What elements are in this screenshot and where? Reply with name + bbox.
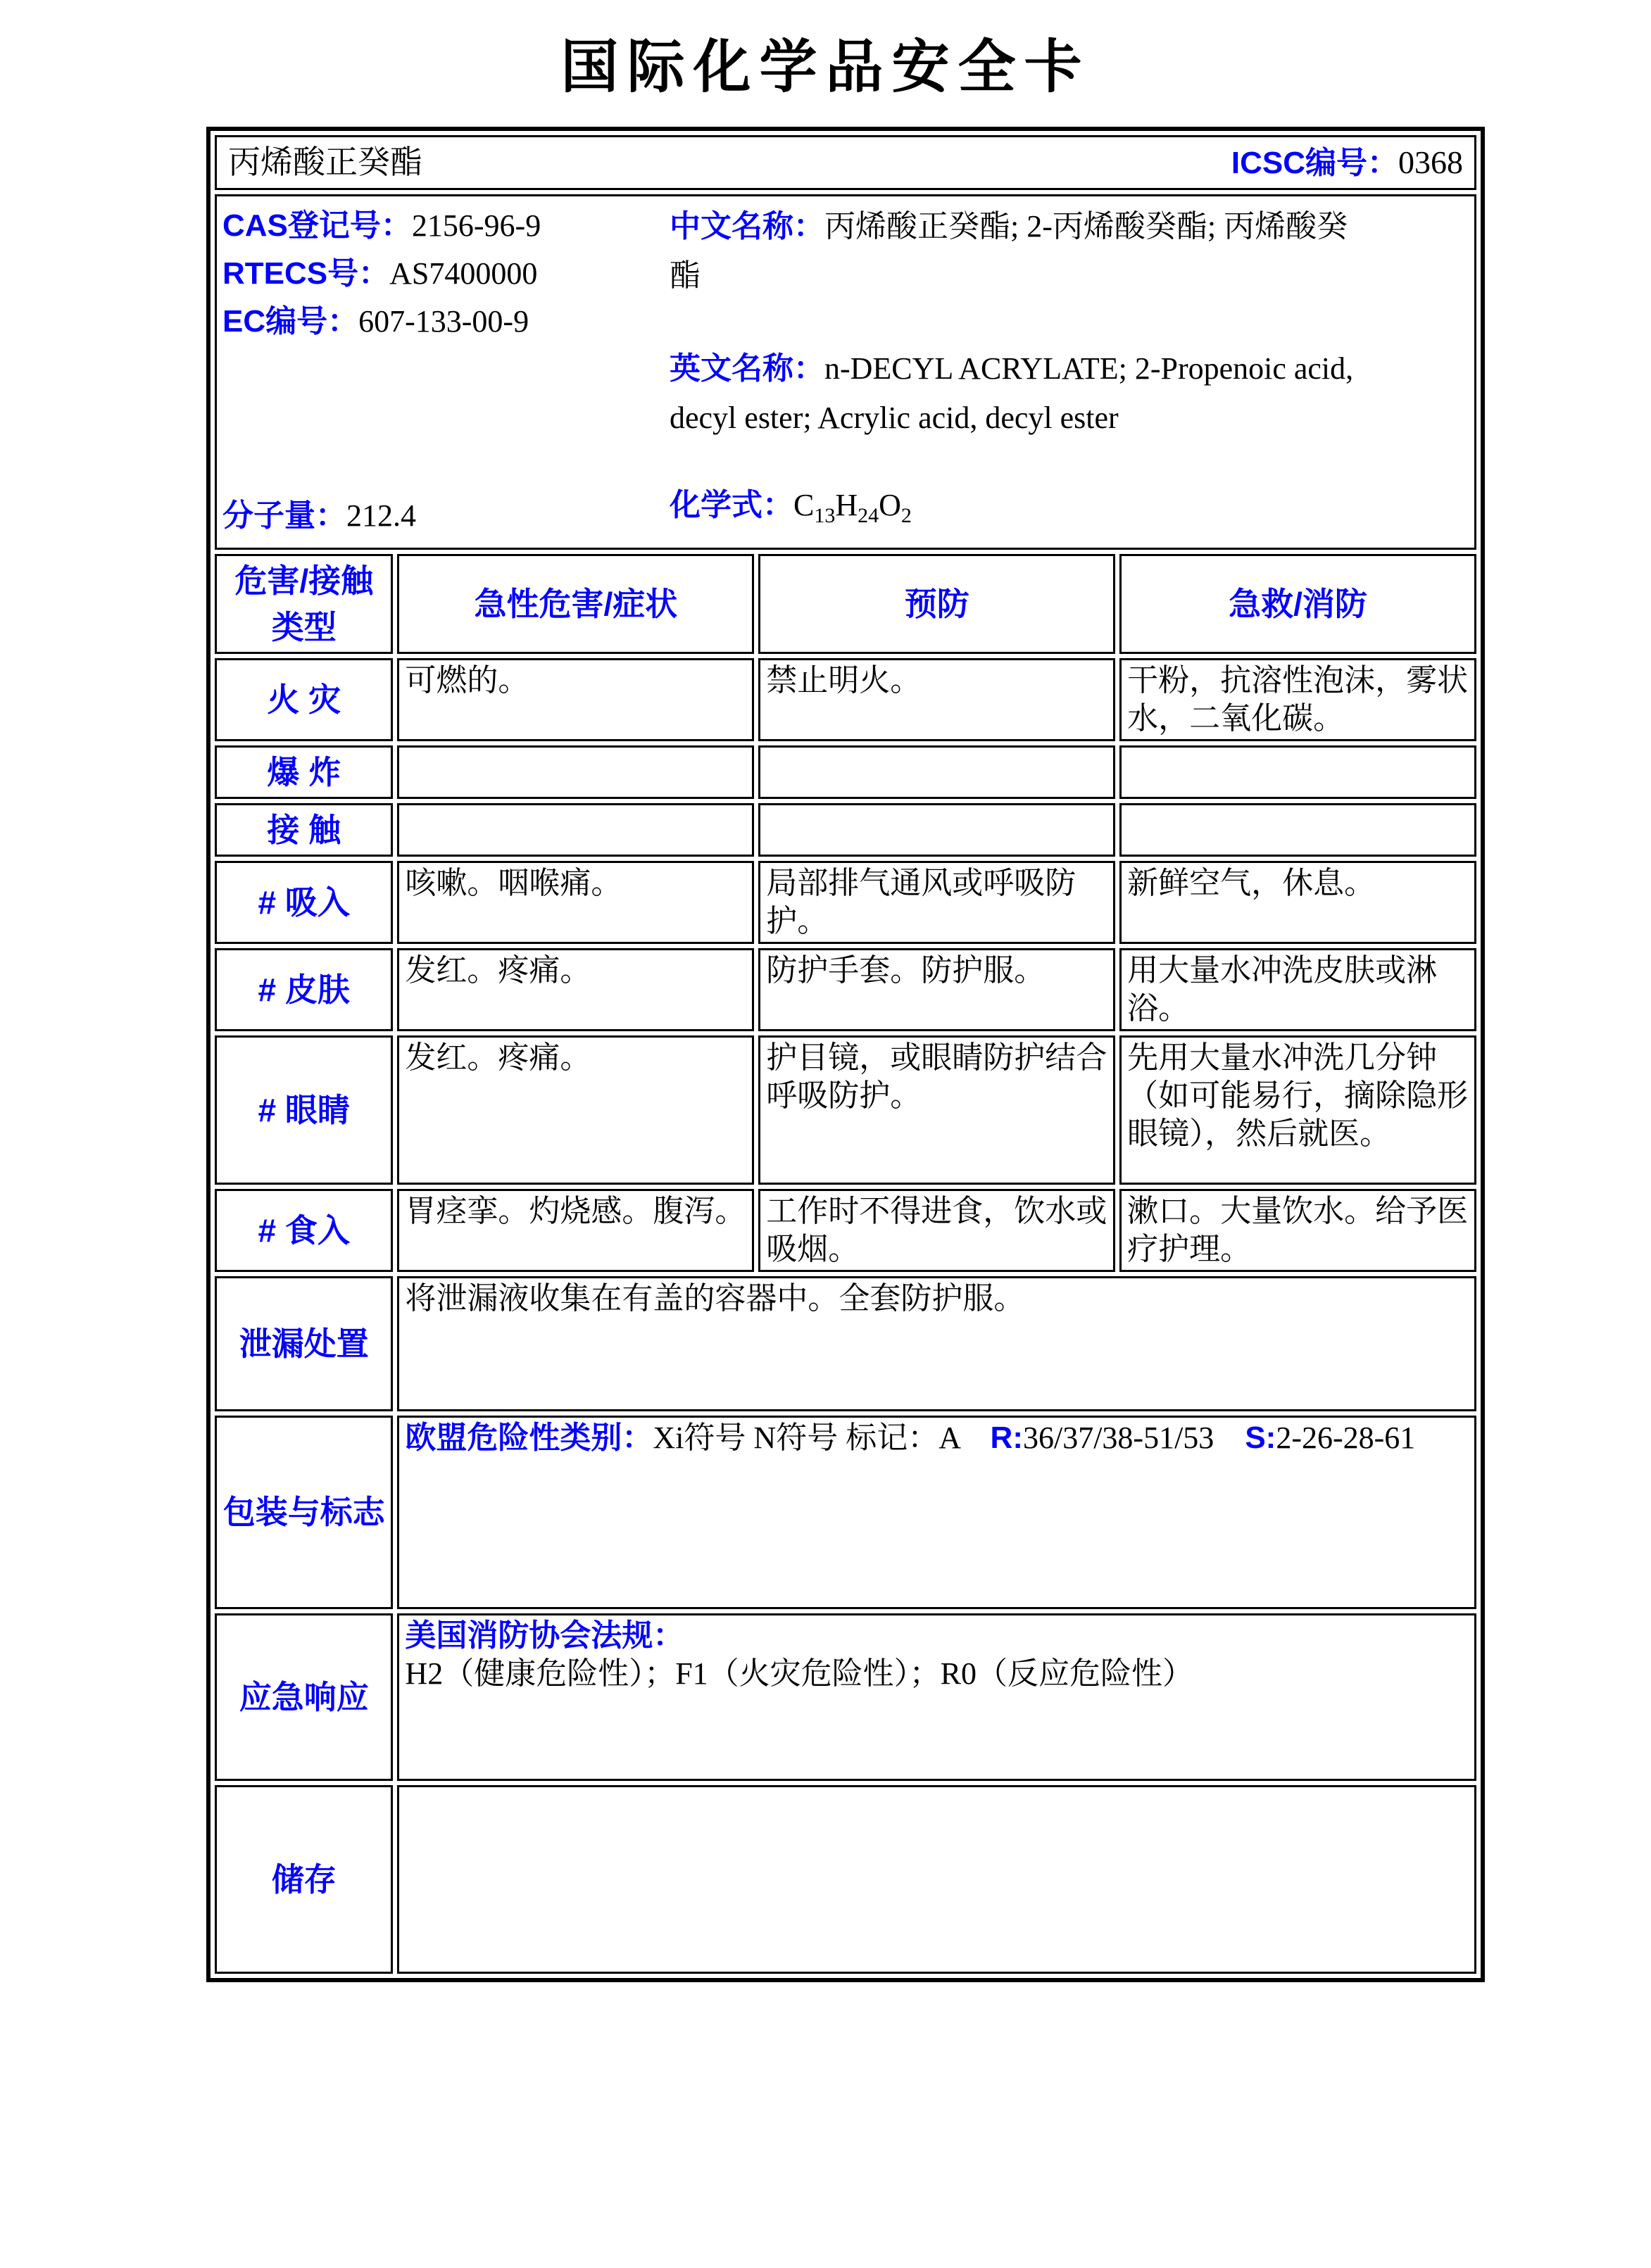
row-spill-disposal-label: 泄漏处置 (215, 1276, 393, 1411)
row-skin-response: 用大量水冲洗皮肤或淋浴。 (1119, 948, 1476, 1031)
rtecs-number-value: AS7400000 (389, 256, 538, 291)
row-skin-symptoms: 发红。疼痛。 (397, 948, 754, 1031)
row-exposure-response (1119, 803, 1476, 857)
row-explosion-prevention (758, 745, 1115, 799)
icsc-number-value: 0368 (1398, 144, 1463, 180)
row-inhalation-prevention: 局部排气通风或呼吸防护。 (758, 861, 1115, 944)
english-name-value: n-DECYL ACRYLATE; 2-Propenoic acid, decyl ester; Acrylic acid, decyl ester (670, 351, 1354, 435)
chinese-name-value: 丙烯酸正癸酯; 2-丙烯酸癸酯; 丙烯酸癸酯 (670, 209, 1348, 293)
row-packaging-labeling-label: 包装与标志 (215, 1416, 393, 1609)
row-eyes-symptoms: 发红。疼痛。 (397, 1035, 754, 1185)
row-explosion-response (1119, 745, 1476, 799)
row-storage-content (397, 1785, 1476, 1974)
icsc-number-group (1231, 144, 1463, 182)
page-title: 国际化学品安全卡 (560, 35, 1091, 99)
row-exposure (215, 803, 1476, 857)
row-packaging-labeling-content: 欧盟危险性类别：Xi符号 N符号 标记：A R:36/37/38-51/53 S:2-26-28-61 (397, 1416, 1476, 1609)
english-name-line: 英文名称：n-DECYL ACRYLATE; 2-Propenoic acid, decyl ester; Acrylic acid, decyl ester (670, 351, 1354, 435)
chinese-name-line: 中文名称：丙烯酸正癸酯; 2-丙烯酸癸酯; 丙烯酸癸酯 (670, 209, 1348, 293)
row-eyes (215, 1035, 1476, 1185)
rtecs-number-line: RTECS号：AS7400000 (222, 256, 538, 291)
row-ingestion (215, 1189, 1476, 1272)
molecular-weight-line: 分子量：212.4 (222, 498, 416, 533)
ec-number-value: 607-133-00-9 (358, 304, 529, 339)
chemical-formula-line: 化学式：$C_{13}H_{24}O_2$ (670, 488, 912, 527)
header-hazard-type: 危害/接触类型 (215, 554, 393, 654)
chemical-name: 丙烯酸正癸酯 (228, 144, 422, 180)
row-skin-label: # 皮肤 (215, 948, 393, 1031)
row-explosion-label: 爆 炸 (215, 745, 393, 799)
chemical-names (670, 202, 1367, 486)
row-eyes-response: 先用大量水冲洗几分钟（如可能易行，摘除隐形眼镜），然后就医。 (1119, 1035, 1476, 1185)
row-inhalation-label: # 吸入 (215, 861, 393, 944)
cas-number-value: 2156-96-9 (411, 208, 541, 243)
row-emergency-response (215, 1613, 1476, 1781)
row-emergency-response-label: 应急响应 (215, 1613, 393, 1781)
row-fire (215, 658, 1476, 741)
registry-ids (222, 202, 670, 486)
row-ingestion-response: 漱口。大量饮水。给予医疗护理。 (1119, 1189, 1476, 1272)
row-fire-prevention: 禁止明火。 (758, 658, 1115, 741)
row-inhalation-response: 新鲜空气，休息。 (1119, 861, 1476, 944)
identifiers-row (215, 194, 1476, 550)
row-inhalation-symptoms: 咳嗽。咽喉痛。 (397, 861, 754, 944)
row-eyes-prevention: 护目镜，或眼睛防护结合呼吸防护。 (758, 1035, 1115, 1185)
row-exposure-symptoms (397, 803, 754, 857)
row-exposure-prevention (758, 803, 1115, 857)
row-storage-label: 储存 (215, 1785, 393, 1974)
ec-number-line: EC编号：607-133-00-9 (222, 304, 529, 339)
icsc-number-label: ICSC编号： (1231, 145, 1398, 180)
row-fire-symptoms: 可燃的。 (397, 658, 754, 741)
row-ingestion-label: # 食入 (215, 1189, 393, 1272)
chemical-formula-value: $C_{13}H_{24}O_2$ (793, 488, 912, 527)
row-explosion-symptoms (397, 745, 754, 799)
header-first-aid: 急救/消防 (1119, 554, 1476, 654)
row-inhalation (215, 861, 1476, 944)
row-fire-response: 干粉，抗溶性泡沫，雾状水，二氧化碳。 (1119, 658, 1476, 741)
row-skin-prevention: 防护手套。防护服。 (758, 948, 1115, 1031)
row-spill-disposal-content: 将泄漏液收集在有盖的容器中。全套防护服。 (397, 1276, 1476, 1411)
row-explosion (215, 745, 1476, 799)
chemical-name-row (215, 135, 1476, 190)
row-ingestion-prevention: 工作时不得进食，饮水或吸烟。 (758, 1189, 1115, 1272)
row-exposure-label: 接 触 (215, 803, 393, 857)
hazard-table-header-row (215, 554, 1476, 654)
row-emergency-response-content: 美国消防协会法规：H2（健康危险性）；F1（火灾危险性）；R0（反应危险性） (397, 1613, 1476, 1781)
icsc-card-table (206, 127, 1485, 1982)
molecular-weight-value: 212.4 (346, 498, 416, 533)
row-packaging-labeling (215, 1416, 1476, 1609)
row-fire-label: 火 灾 (215, 658, 393, 741)
header-symptoms: 急性危害/症状 (397, 554, 754, 654)
cas-number-line: CAS登记号：2156-96-9 (222, 208, 541, 243)
row-skin (215, 948, 1476, 1031)
header-prevention: 预防 (758, 554, 1115, 654)
row-eyes-label: # 眼睛 (215, 1035, 393, 1185)
row-ingestion-symptoms: 胃痉挛。灼烧感。腹泻。 (397, 1189, 754, 1272)
row-spill-disposal (215, 1276, 1476, 1411)
row-storage (215, 1785, 1476, 1974)
